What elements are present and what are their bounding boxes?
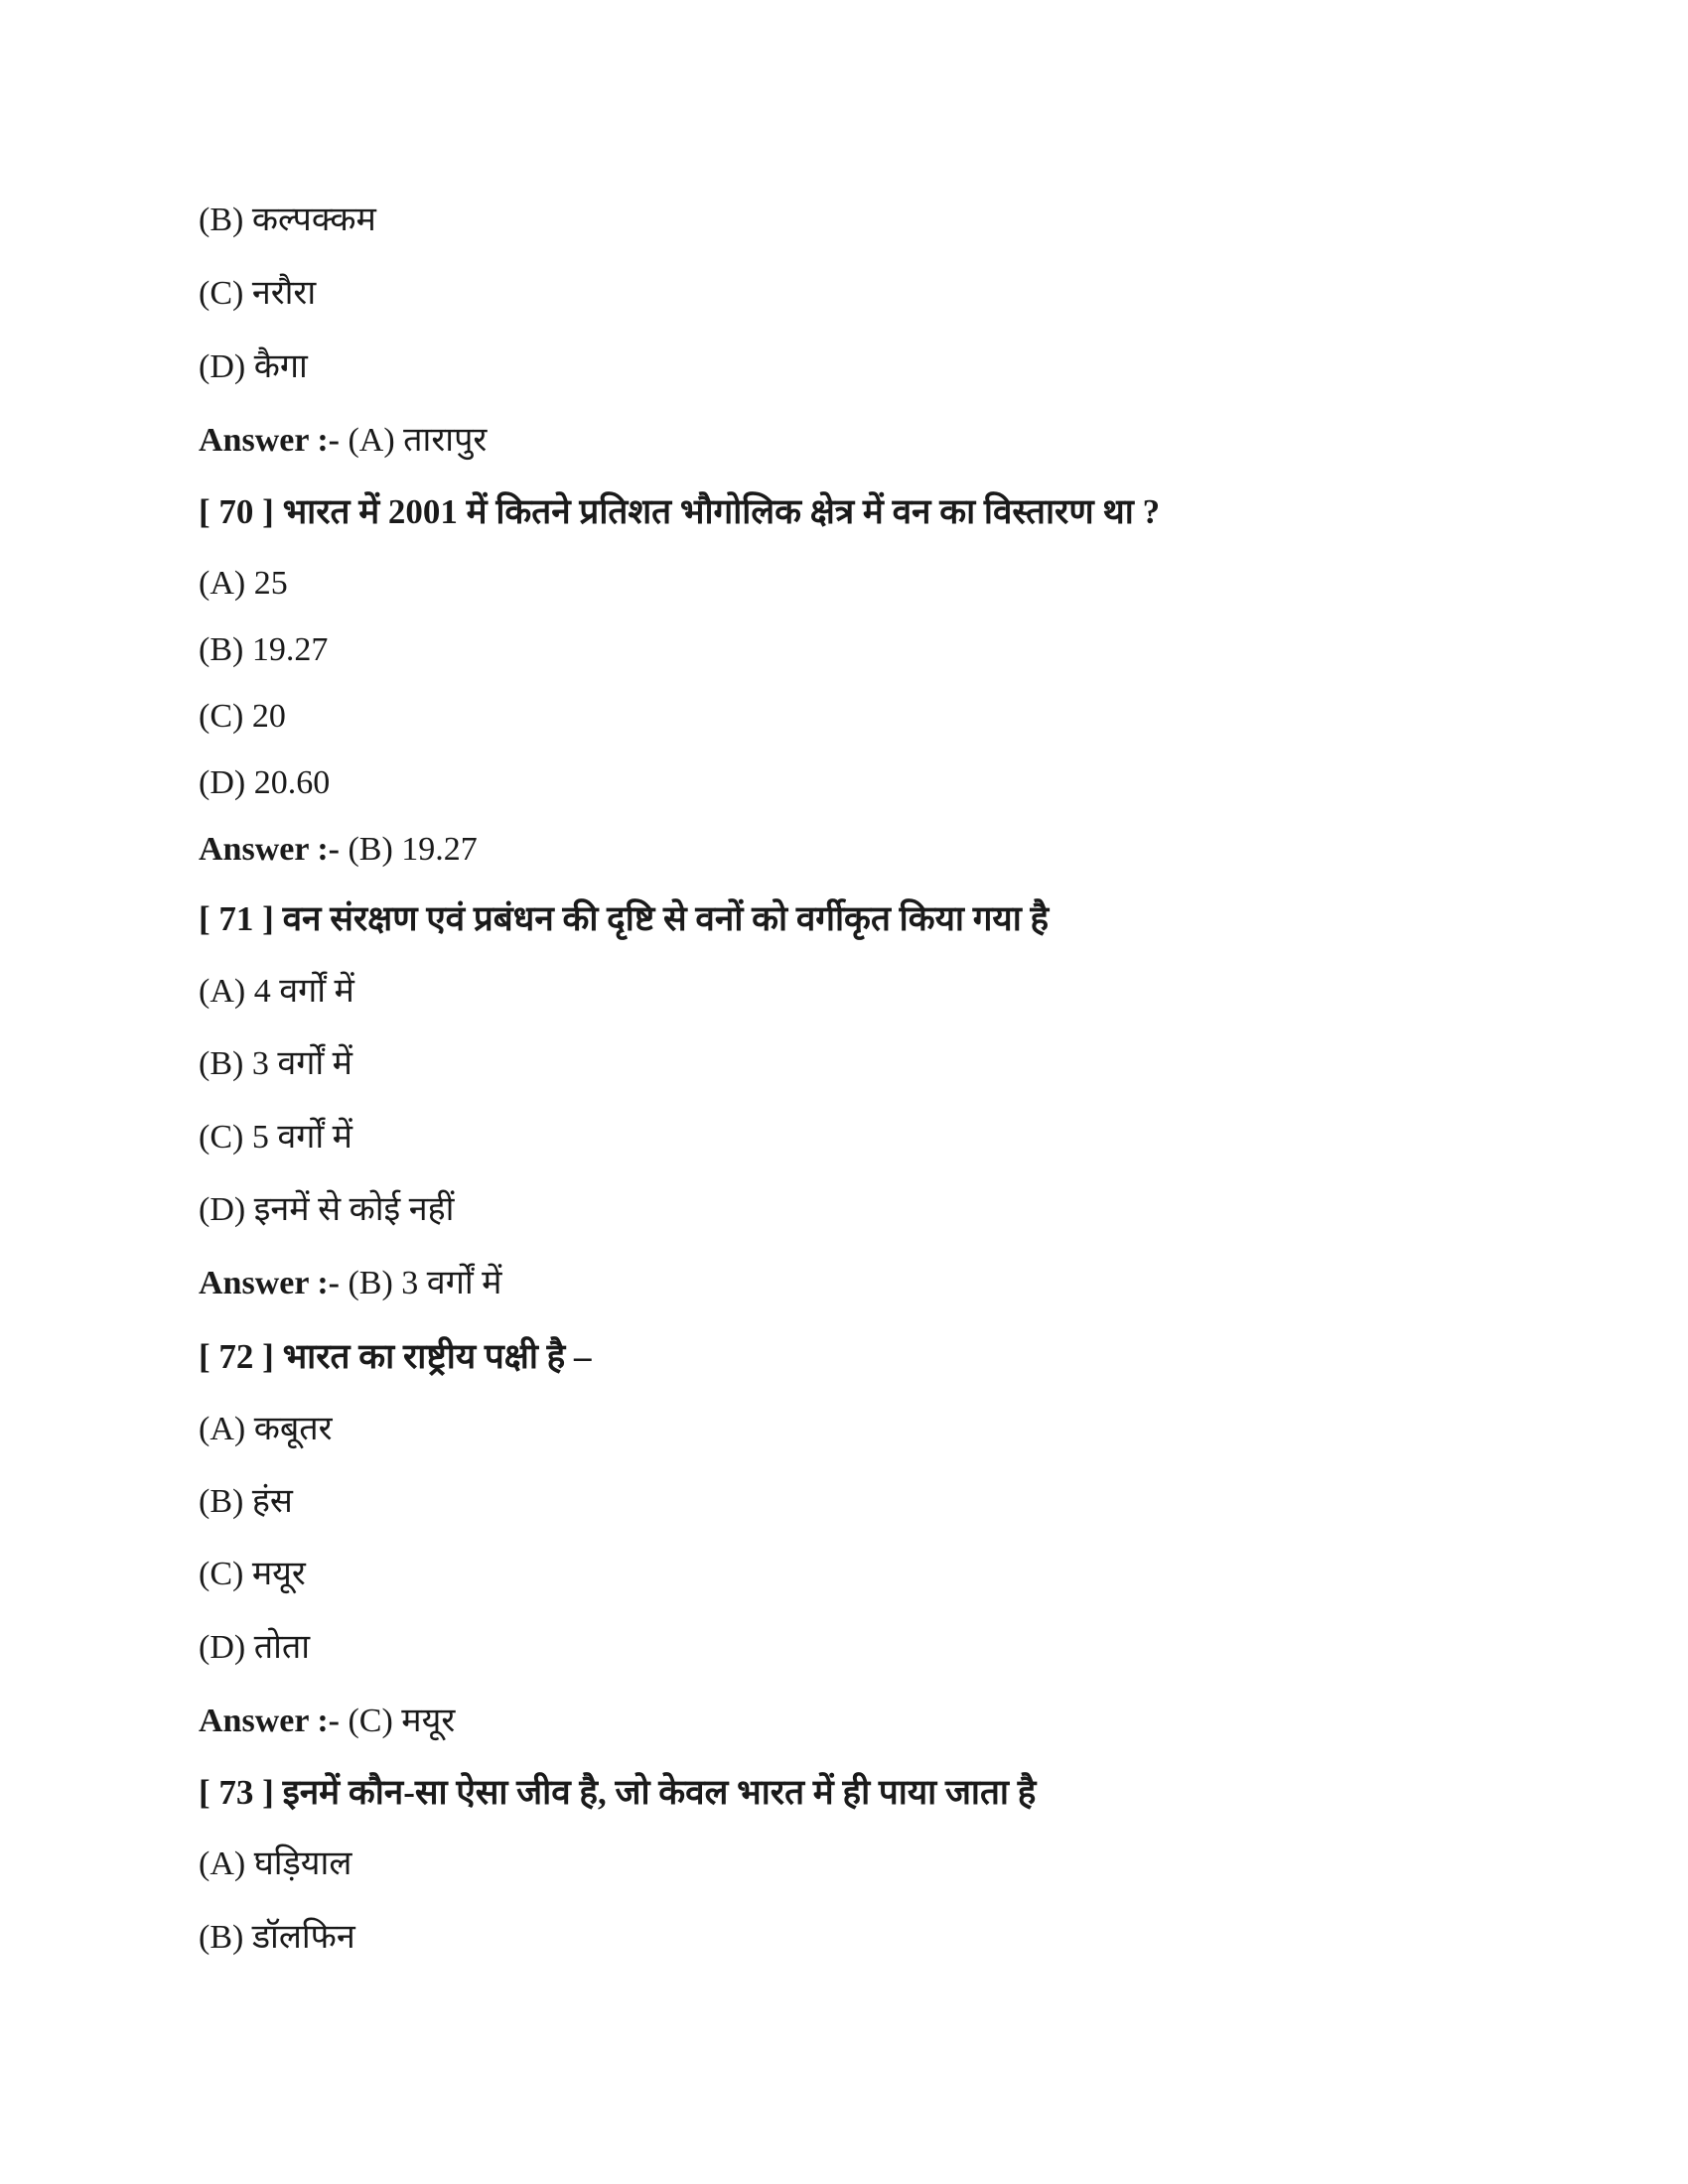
question-heading [199, 490, 1160, 534]
option-label: (D) [199, 348, 246, 385]
option-text: 25 [253, 565, 288, 602]
question-heading [199, 1771, 1036, 1815]
option-line [199, 1116, 352, 1160]
option-text: 20 [251, 698, 286, 735]
option-label: (B) [199, 1045, 244, 1082]
option-line [199, 1843, 352, 1886]
option-text: 20.60 [253, 764, 331, 801]
option-label: (B) [199, 1483, 244, 1520]
option-line [199, 345, 308, 389]
option-label: (A) [199, 973, 246, 1010]
option-line [199, 1626, 310, 1670]
answer-label: Answer :- [199, 1703, 340, 1739]
question-number: [ 72 ] [199, 1337, 274, 1376]
option-label: (A) [199, 1411, 246, 1447]
option-text: 4 वर्गों में [253, 973, 354, 1010]
option-line [199, 970, 354, 1014]
question-heading [199, 1335, 592, 1379]
option-text: तोता [253, 1629, 311, 1666]
option-line [199, 199, 376, 242]
option-label: (C) [199, 1556, 244, 1592]
question-text: इनमें कौन-सा ऐसा जीव है, जो केवल भारत में ही पाया जाता है [282, 1773, 1037, 1812]
question-number: [ 73 ] [199, 1773, 274, 1812]
option-label: (C) [199, 1119, 244, 1156]
option-line [199, 695, 286, 739]
option-line [199, 1916, 355, 1960]
answer-line [199, 828, 478, 872]
option-text: हंस [251, 1483, 293, 1520]
option-text: कबूतर [253, 1411, 333, 1447]
answer-value: (C) मयूर [348, 1703, 456, 1739]
option-text: डॉलफिन [251, 1919, 355, 1956]
option-text: मयूर [251, 1556, 306, 1592]
option-line [199, 1480, 293, 1524]
answer-value: (A) तारापुर [348, 422, 488, 459]
option-text: कैगा [253, 348, 308, 385]
question-text: भारत में 2001 में कितने प्रतिशत भौगोलिक क्षेत्र में वन का विस्तारण था ? [282, 492, 1161, 531]
option-line [199, 272, 316, 316]
option-text: नरौरा [251, 275, 317, 312]
option-label: (C) [199, 275, 244, 312]
option-line [199, 1553, 306, 1596]
option-text: 5 वर्गों में [251, 1119, 353, 1156]
option-line [199, 1042, 352, 1086]
option-label: (B) [199, 631, 244, 668]
answer-line [199, 1262, 501, 1305]
option-text: 19.27 [251, 631, 329, 668]
question-text: वन संरक्षण एवं प्रबंधन की दृष्टि से वनों को वर्गीकृत किया गया है [282, 899, 1050, 938]
answer-line [199, 1700, 455, 1743]
answer-value: (B) 19.27 [348, 831, 478, 868]
option-label: (C) [199, 698, 244, 735]
option-line [199, 761, 330, 805]
question-number: [ 71 ] [199, 899, 274, 938]
option-label: (D) [199, 1629, 246, 1666]
option-label: (A) [199, 565, 246, 602]
option-line [199, 1188, 454, 1232]
question-number: [ 70 ] [199, 492, 274, 531]
option-text: कल्पक्कम [251, 202, 376, 238]
option-label: (A) [199, 1845, 246, 1882]
answer-line [199, 419, 487, 463]
option-label: (D) [199, 1191, 246, 1228]
option-line [199, 562, 288, 606]
option-line [199, 628, 328, 672]
option-text: 3 वर्गों में [251, 1045, 353, 1082]
option-text: घड़ियाल [253, 1845, 352, 1882]
answer-label: Answer :- [199, 422, 340, 459]
answer-label: Answer :- [199, 831, 340, 868]
option-label: (B) [199, 202, 244, 238]
question-text: भारत का राष्ट्रीय पक्षी है – [282, 1337, 592, 1376]
option-label: (D) [199, 764, 246, 801]
question-heading [199, 897, 1049, 941]
answer-value: (B) 3 वर्गों में [348, 1265, 502, 1301]
option-text: इनमें से कोई नहीं [253, 1191, 455, 1228]
answer-label: Answer :- [199, 1265, 340, 1301]
option-label: (B) [199, 1919, 244, 1956]
option-line [199, 1408, 333, 1451]
